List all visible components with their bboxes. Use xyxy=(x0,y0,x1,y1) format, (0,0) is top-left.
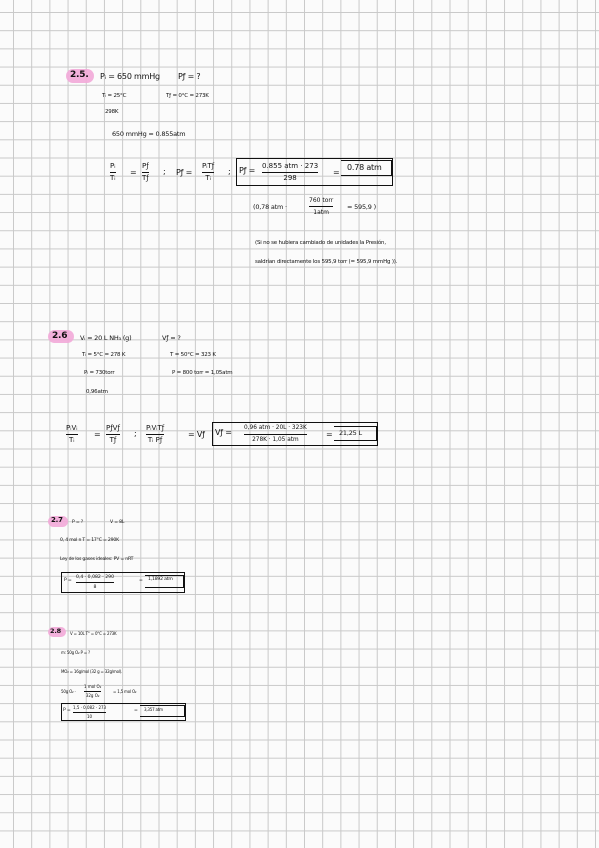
numerator: 0,96 atm · 20L · 323K xyxy=(244,425,307,431)
numerator: 0,4 · 0,082 · 290 xyxy=(76,575,114,580)
initial-temperature: Tᵢ = 5°C = 278 K xyxy=(82,352,126,358)
equals-sign: = xyxy=(326,430,333,439)
note-line-1: (Si no se hubiera cambiado de unidades la Presión, xyxy=(255,240,386,246)
fraction xyxy=(202,162,214,183)
denominator: Tƒ xyxy=(109,436,117,444)
separator: ; xyxy=(228,167,231,176)
numerator: Pƒ xyxy=(142,162,149,170)
fraction xyxy=(262,162,318,183)
fraction xyxy=(244,424,307,445)
equals-sign: = xyxy=(134,708,138,713)
initial-pressure: Pᵢ = 650 mmHg xyxy=(100,72,160,81)
initial-pressure: Pᵢ = 730torr xyxy=(84,370,115,376)
mass-label: 50g O₂ · xyxy=(61,689,76,694)
conversion-result: = 595,9 ) xyxy=(347,203,376,211)
denominator: Tᵢ xyxy=(205,174,211,182)
answer: 21,25 L xyxy=(339,429,362,437)
volume-temperature: V = 10L T° = 0°C = 273K xyxy=(70,631,117,636)
conversion-step: (0,78 atm · xyxy=(253,203,287,211)
fraction xyxy=(106,424,120,445)
pressure-unknown: P = ? xyxy=(72,520,83,525)
pressure-atm: 0,96atm xyxy=(86,389,108,395)
problem-number: 2.6 xyxy=(52,331,68,341)
equals-sign: = xyxy=(94,430,101,439)
final-pressure: P = 800 torr = 1,05atm xyxy=(172,370,233,376)
pressure-conversion: 650 mmHg = 0.855atm xyxy=(112,130,186,138)
final-pressure: Pƒ = ? xyxy=(178,72,201,81)
final-volume: Vƒ = ? xyxy=(162,334,181,342)
problem-number: 2.5. xyxy=(70,70,89,80)
fraction xyxy=(309,196,333,217)
fraction xyxy=(110,162,116,183)
ideal-gas-law: Ley de los gases ideales: PV = nRT xyxy=(60,557,134,562)
numerator: PᵢTƒ xyxy=(202,162,215,170)
fraction xyxy=(142,162,149,183)
answer: 3,357 atm xyxy=(144,707,163,712)
denominator: 278K · 1,05 atm xyxy=(252,437,299,443)
denominator: 298 xyxy=(283,174,297,182)
volume-value: V = 8L xyxy=(110,520,125,525)
problem-number: 2.8 xyxy=(50,627,61,635)
boxed-label: P = xyxy=(63,708,71,713)
final-volume-label: = Vƒ xyxy=(188,430,205,439)
initial-temperature: Tᵢ = 25°C xyxy=(102,93,127,99)
note-line-2: saldrían directamente los 595,9 torr (= 595,9 mmHg )). xyxy=(255,259,398,265)
numerator: PᵢVᵢTƒ xyxy=(146,424,165,432)
numerator: PᵢVᵢ xyxy=(66,424,78,432)
numerator: Pᵢ xyxy=(110,162,116,170)
separator: ; xyxy=(134,429,137,438)
moles-result: = 1,5 mol O₂ xyxy=(113,689,137,694)
numerator: 0.855 atm · 273 xyxy=(262,162,319,170)
final-temperature: T = 50°C = 323 K xyxy=(170,352,216,358)
denominator: 32g O₂ xyxy=(85,693,100,698)
numerator: 1,5 · 0,082 · 273 xyxy=(73,705,107,710)
moles-temperature: 0, 4 mol n T = 17°C = 290K xyxy=(60,538,119,543)
kelvin-value: 298K xyxy=(105,109,119,115)
fraction xyxy=(84,684,101,699)
denominator: Tƒ xyxy=(142,174,149,182)
numerator: PƒVƒ xyxy=(106,424,120,432)
boxed-label: P = xyxy=(64,578,72,583)
boxed-label: Vƒ = xyxy=(215,428,232,437)
numerator: 760 torr xyxy=(309,197,334,204)
denominator: Tᵢ xyxy=(68,436,75,444)
fraction xyxy=(66,424,78,445)
separator: ; xyxy=(163,167,166,176)
fraction xyxy=(146,424,164,445)
denominator: 1atm xyxy=(313,209,329,216)
denominator: 8 xyxy=(93,585,97,590)
equals-sign: = xyxy=(139,578,143,583)
fraction xyxy=(73,705,106,720)
equals-sign: = xyxy=(333,168,340,177)
fraction xyxy=(76,574,114,591)
mass-pressure: m: 50g O₂ P = ? xyxy=(61,650,90,655)
final-temperature: Tƒ = 0°C = 273K xyxy=(166,93,209,99)
final-pressure-label: Pƒ = xyxy=(176,168,193,177)
problem-number: 2.7 xyxy=(51,516,63,524)
initial-volume: Vᵢ = 20 L NH₃ (g) xyxy=(80,334,132,342)
molar-mass: MO₂ = 16g/mol (32 g = 32g/mol). xyxy=(61,669,123,674)
denominator: 10 xyxy=(86,714,93,719)
numerator: 1 mol O₂ xyxy=(84,684,102,689)
boxed-label: Pƒ = xyxy=(239,166,256,175)
answer: 0.78 atm xyxy=(347,163,382,172)
denominator: Tᵢ xyxy=(110,174,116,182)
equals-sign: = xyxy=(130,168,137,177)
denominator: Tᵢ Pƒ xyxy=(147,436,163,444)
answer: 1,1892 atm xyxy=(148,577,173,582)
